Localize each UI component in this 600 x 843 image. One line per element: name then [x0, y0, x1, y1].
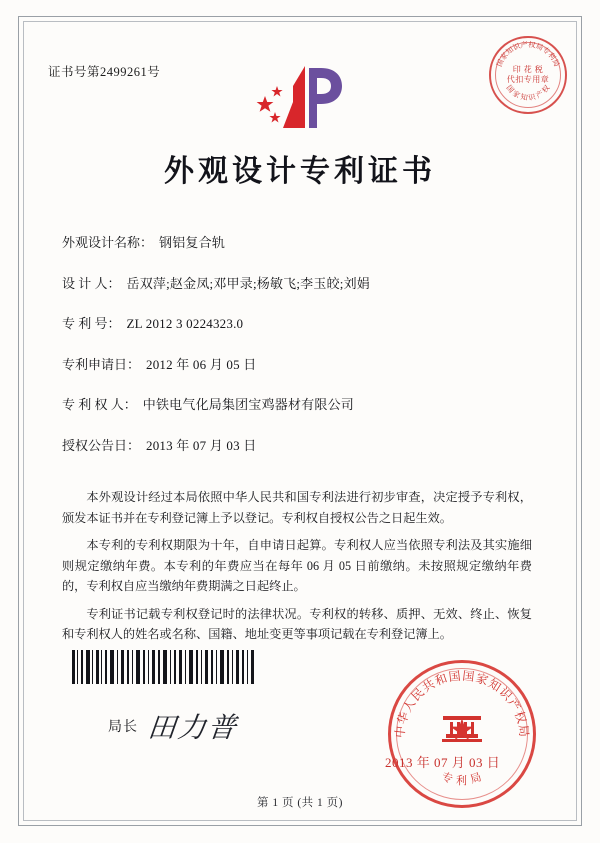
page-footer: 第 1 页 (共 1 页) [256, 797, 344, 809]
field-value: 2013 年 07 月 03 日 [146, 437, 257, 453]
field-row-design-name [62, 232, 532, 251]
field-row-application-date [62, 354, 532, 373]
field-value: 钢铝复合轨 [159, 235, 226, 250]
signature-row [108, 706, 238, 746]
field-row-patent-number [62, 313, 532, 332]
field-row-patentee [62, 394, 532, 413]
field-label: 专 利 权 人： [62, 397, 137, 412]
gov-seal-arc-bottom-text: 专 利 局 [439, 770, 485, 787]
field-label: 授权公告日： [62, 437, 141, 453]
legal-paragraph-2: 本专利的专利权期限为十年，自申请日起算。专利权人应当依照专利法及其实施细则规定缴纳年费。本专利的年费应当在每年 06 月 05 日前缴纳。未按照规定缴纳年费的，专利权自应当缴纳年费期满之日起终止。 [62, 538, 532, 593]
field-label: 专利申请日： [62, 356, 141, 372]
seal-date: 2013 年 07 月 03 日 [385, 755, 501, 770]
top-seal-line2: 代扣专用章 [506, 75, 550, 84]
field-label: 设 计 人： [62, 275, 121, 291]
field-value: 岳双萍;赵金凤;邓甲录;杨敏飞;李玉皎;刘娟 [126, 275, 370, 291]
legal-paragraph-1: 本外观设计经过本局依照中华人民共和国专利法进行初步审查，决定授予专利权，颁发本证书并在专利登记簿上予以登记。专利权自授权公告之日起生效。 [62, 490, 532, 525]
tax-stamp-seal [489, 36, 567, 114]
field-value: 中铁电气化局集团宝鸡器材有限公司 [142, 397, 354, 412]
field-row-designers [62, 273, 532, 292]
field-value: ZL 2012 3 0224323.0 [126, 316, 244, 331]
signature-handwriting: 田力普 [146, 711, 240, 744]
field-label: 外观设计名称： [62, 235, 154, 250]
top-seal-line1: 印 花 税 [512, 65, 544, 74]
gov-seal-arc-top-text: 中华人民共和国国家知识产权局 [392, 668, 532, 739]
field-label: 专 利 号： [62, 316, 121, 331]
legal-paragraph-3: 专利证书记载专利权登记时的法律状况。专利权的转移、质押、无效、终止、恢复和专利权人的姓名或名称、国籍、地址变更等事项记载在专利登记簿上。 [62, 606, 532, 641]
page-title: 外观设计专利证书 [164, 155, 436, 188]
top-seal-arc-bottom-text: 国 家 知 识 产 权 [504, 83, 552, 103]
legal-text-block [62, 487, 532, 652]
certificate-number: 证书号第2499261号 [48, 65, 161, 79]
field-value: 2012 年 06 月 05 日 [146, 356, 257, 372]
government-seal [388, 660, 536, 808]
barcode [72, 650, 254, 684]
top-seal-arc-top-text: 国家知识产权局专利局 [495, 40, 561, 68]
gov-seal-star: ★ [448, 714, 476, 748]
signature-label: 局长 [108, 720, 138, 735]
field-list [62, 232, 532, 475]
field-row-grant-date [62, 435, 532, 454]
top-seal-center-text [507, 65, 550, 85]
sipo-logo-icon [243, 62, 355, 134]
